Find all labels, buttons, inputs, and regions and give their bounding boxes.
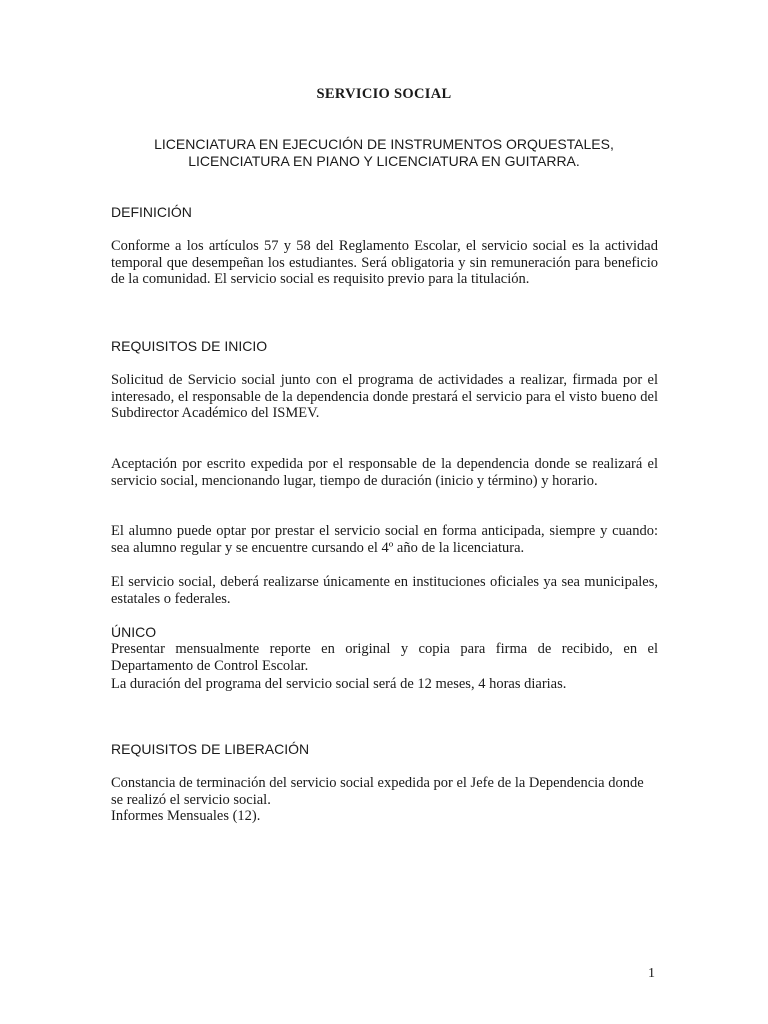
unico-paragraph: Presentar mensualmente reporte en original y copia para firma de recibido, en el Departamento de Control Escolar.	[111, 641, 658, 674]
requisitos-inicio-paragraph-4: El servicio social, deberá realizarse únicamente en instituciones oficiales ya sea municipales, estatales o federales.	[111, 574, 658, 607]
definicion-paragraph: Conforme a los artículos 57 y 58 del Reglamento Escolar, el servicio social es la actividad temporal que desempeñan los estudiantes. Será obligatoria y sin remuneración para beneficio de la comunidad. El servicio social es requisito previo para la titulación.	[111, 238, 658, 287]
document-subtitle	[0, 136, 768, 170]
unico-heading: ÚNICO	[111, 624, 157, 640]
requisitos-liberacion-paragraph: Constancia de terminación del servicio social expedida por el Jefe de la Dependencia donde se realizó el servicio social.	[111, 775, 644, 808]
subtitle-line-2: LICENCIATURA EN PIANO Y LICENCIATURA EN GUITARRA.	[188, 153, 580, 169]
document-title: SERVICIO SOCIAL	[316, 86, 452, 102]
requisitos-inicio-paragraph-3: El alumno puede optar por prestar el servicio social en forma anticipada, siempre y cuando: sea alumno regular y se encuentre cursando el 4º año de la licenciatura.	[111, 523, 658, 556]
subtitle-line-1: LICENCIATURA EN EJECUCIÓN DE INSTRUMENTOS ORQUESTALES,	[154, 136, 614, 152]
requisitos-liberacion-heading: REQUISITOS DE LIBERACIÓN	[111, 741, 310, 757]
requisitos-inicio-paragraph-1: Solicitud de Servicio social junto con el programa de actividades a realizar, firmada por el interesado, el responsable de la dependencia donde prestará el servicio para el visto bueno del Subdirector Académico del ISMEV.	[111, 372, 658, 421]
requisitos-inicio-heading: REQUISITOS DE INICIO	[111, 338, 268, 354]
page-number: 1	[648, 966, 655, 981]
informes-mensuales: Informes Mensuales (12).	[111, 808, 261, 824]
unico-duration: La duración del programa del servicio social será de 12 meses, 4 horas diarias.	[111, 676, 567, 692]
requisitos-inicio-paragraph-2: Aceptación por escrito expedida por el responsable de la dependencia donde se realizará el servicio social, mencionando lugar, tiempo de duración (inicio y término) y horario.	[111, 456, 658, 489]
definicion-heading: DEFINICIÓN	[111, 204, 192, 220]
